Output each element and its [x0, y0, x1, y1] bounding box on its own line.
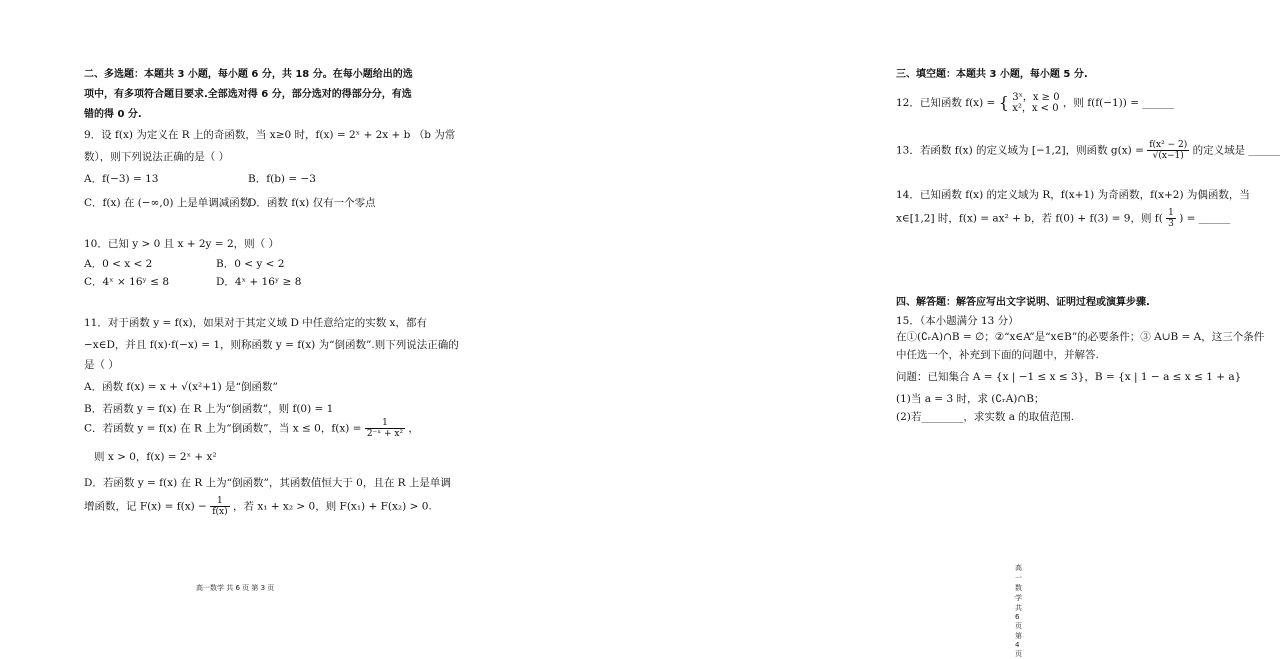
- q11-option-a: A．函数 f(x) = x + √(x²+1) 是“倒函数”: [84, 381, 278, 393]
- q11-option-c-line1: [84, 418, 419, 439]
- q11-option-d-fraction: [210, 496, 229, 517]
- q14-line2-b: ) = ______: [1179, 212, 1231, 225]
- q14-line2-a: x∈[1,2] 时，f(x) = ax² + b，若 f(0) + f(3) = 9，则 f(: [896, 212, 1163, 225]
- q9-option-c: C．f(x) 在 (−∞,0) 上是单调减函数: [84, 197, 251, 209]
- q9-option-a: A．f(−3) = 13: [84, 173, 159, 185]
- q10-stem: 10．已知 y > 0 且 x + 2y = 2，则（ ）: [84, 238, 279, 250]
- section4-heading: 四、解答题：解答应写出文字说明、证明过程或演算步骤.: [896, 297, 1150, 308]
- q13-prefix: 13．若函数 f(x) 的定义域为 [−1,2]，则函数 g(x) =: [896, 144, 1144, 157]
- q12-suffix: ，则 f(f(−1)) = ______: [1062, 97, 1174, 109]
- right-page: [435, 0, 1280, 658]
- q9-option-d: D．函数 f(x) 仅有一个零点: [248, 197, 376, 209]
- q13-numerator: f(x² − 2): [1149, 140, 1188, 150]
- q11-option-d-line2: [84, 496, 432, 517]
- q15-line2: 中任选一个，补充到下面的问题中，并解答.: [896, 349, 1099, 361]
- q11-option-d-text-b: ，若 x₁ + x₂ > 0，则 F(x₁) + F(x₂) > 0.: [232, 500, 432, 513]
- q11-option-c-tail: ，: [408, 422, 419, 435]
- q9-stem-line2: 数），则下列说法正确的是（ ）: [84, 151, 230, 163]
- q11-option-d-line1: D．若函数 y = f(x) 在 R 上为“倒函数”，其函数值恒大于 0，且在 R 上是单调: [84, 477, 451, 489]
- q11-option-c-denominator: 2⁻ˣ + x²: [366, 429, 404, 439]
- q11-option-d-denominator: f(x): [212, 507, 228, 517]
- q14-line1: 14．已知函数 f(x) 的定义域为 R，f(x+1) 为奇函数，f(x+2) 为偶函数，当: [896, 189, 1250, 201]
- q10-option-a: A．0 < x < 2: [84, 258, 153, 270]
- q15-part1: (1)当 a = 3 时，求 (∁ᵣA)∩B；: [896, 393, 1045, 405]
- left-page-footer: 高一数学 共 6 页 第 3 页: [196, 584, 275, 592]
- q11-option-d-numerator: 1: [210, 496, 229, 507]
- q15-line3: 问题：已知集合 A = {x | −1 ≤ x ≤ 3}，B = {x | 1 − a ≤ x ≤ 1 + a}: [896, 371, 1242, 383]
- right-page-footer: 高一数学 共 6 页 第 4 页: [1015, 564, 1022, 658]
- q12-brace: {: [998, 93, 1009, 112]
- q13-fraction: [1147, 140, 1189, 161]
- q11-stem-line3: 是（ ）: [84, 359, 119, 371]
- q11-stem-line1: 11．对于函数 y = f(x)，如果对于其定义域 D 中任意给定的实数 x，都有: [84, 317, 427, 329]
- q10-option-c: C．4ˣ × 16ʸ ≤ 8: [84, 276, 170, 288]
- q11-option-b: B．若函数 y = f(x) 在 R 上为“倒函数”，则 f(0) = 1: [84, 403, 334, 415]
- q11-option-c-line2: 则 x > 0，f(x) = 2ˣ + x²: [94, 451, 217, 463]
- q14-fraction: [1166, 208, 1176, 229]
- q13-suffix: 的定义域是 ______: [1192, 144, 1280, 157]
- q10-option-d: D．4ˣ + 16ʸ ≥ 8: [216, 276, 302, 288]
- section2-heading-line2: 项中，有多项符合题目要求.全部选对得 6 分，部分选对的得部分分，有选: [84, 89, 412, 100]
- q13-denominator: √(x−1): [1152, 151, 1184, 161]
- q10-option-b: B．0 < y < 2: [216, 258, 285, 270]
- section2-heading-line1: 二、多选题：本题共 3 小题，每小题 6 分，共 18 分。在每小题给出的选: [84, 69, 413, 80]
- section2-heading-line3: 错的得 0 分.: [84, 109, 142, 120]
- q11-option-c-numerator: 1: [365, 418, 405, 429]
- q9-stem-line1: 9．设 f(x) 为定义在 R 上的奇函数，当 x≥0 时，f(x) = 2ˣ + 2x + b （b 为常: [84, 129, 456, 141]
- q11-option-c-text: C．若函数 y = f(x) 在 R 上为“倒函数”，当 x ≤ 0，f(x) =: [84, 422, 362, 435]
- q13-line: [896, 140, 1280, 161]
- left-page: [0, 0, 459, 615]
- q15-part2: (2)若________，求实数 a 的取值范围.: [896, 411, 1075, 423]
- q14-line2: [896, 208, 1230, 229]
- q15-line1: 在①(∁ᵣA)∩B = ∅；②“x∈A”是“x∈B”的必要条件；③ A∪B = A，这三个条件: [896, 331, 1265, 343]
- q12-cases: [1012, 92, 1059, 114]
- q9-option-b: B．f(b) = −3: [248, 173, 316, 185]
- section3-heading: 三、填空题：本题共 3 小题，每小题 5 分.: [896, 69, 1088, 80]
- q11-option-d-text-a: 增函数，记 F(x) = f(x) −: [84, 500, 207, 513]
- q11-stem-line2: −x∈D，并且 f(x)·f(−x) = 1，则称函数 y = f(x) 为“倒函数”.则下列说法正确的: [84, 339, 459, 351]
- q12-prefix: 12．已知函数 f(x) =: [896, 97, 996, 109]
- q12-case2: x²，x < 0: [1012, 103, 1059, 114]
- q15-title: 15．（本小题满分 13 分）: [896, 315, 1019, 327]
- q14-numerator: 1: [1168, 208, 1174, 218]
- q14-denominator: 3: [1168, 219, 1174, 229]
- q12-case1: 3ˣ，x ≥ 0: [1012, 92, 1060, 103]
- q11-option-c-fraction: [365, 418, 405, 439]
- q12-line: [896, 92, 1174, 114]
